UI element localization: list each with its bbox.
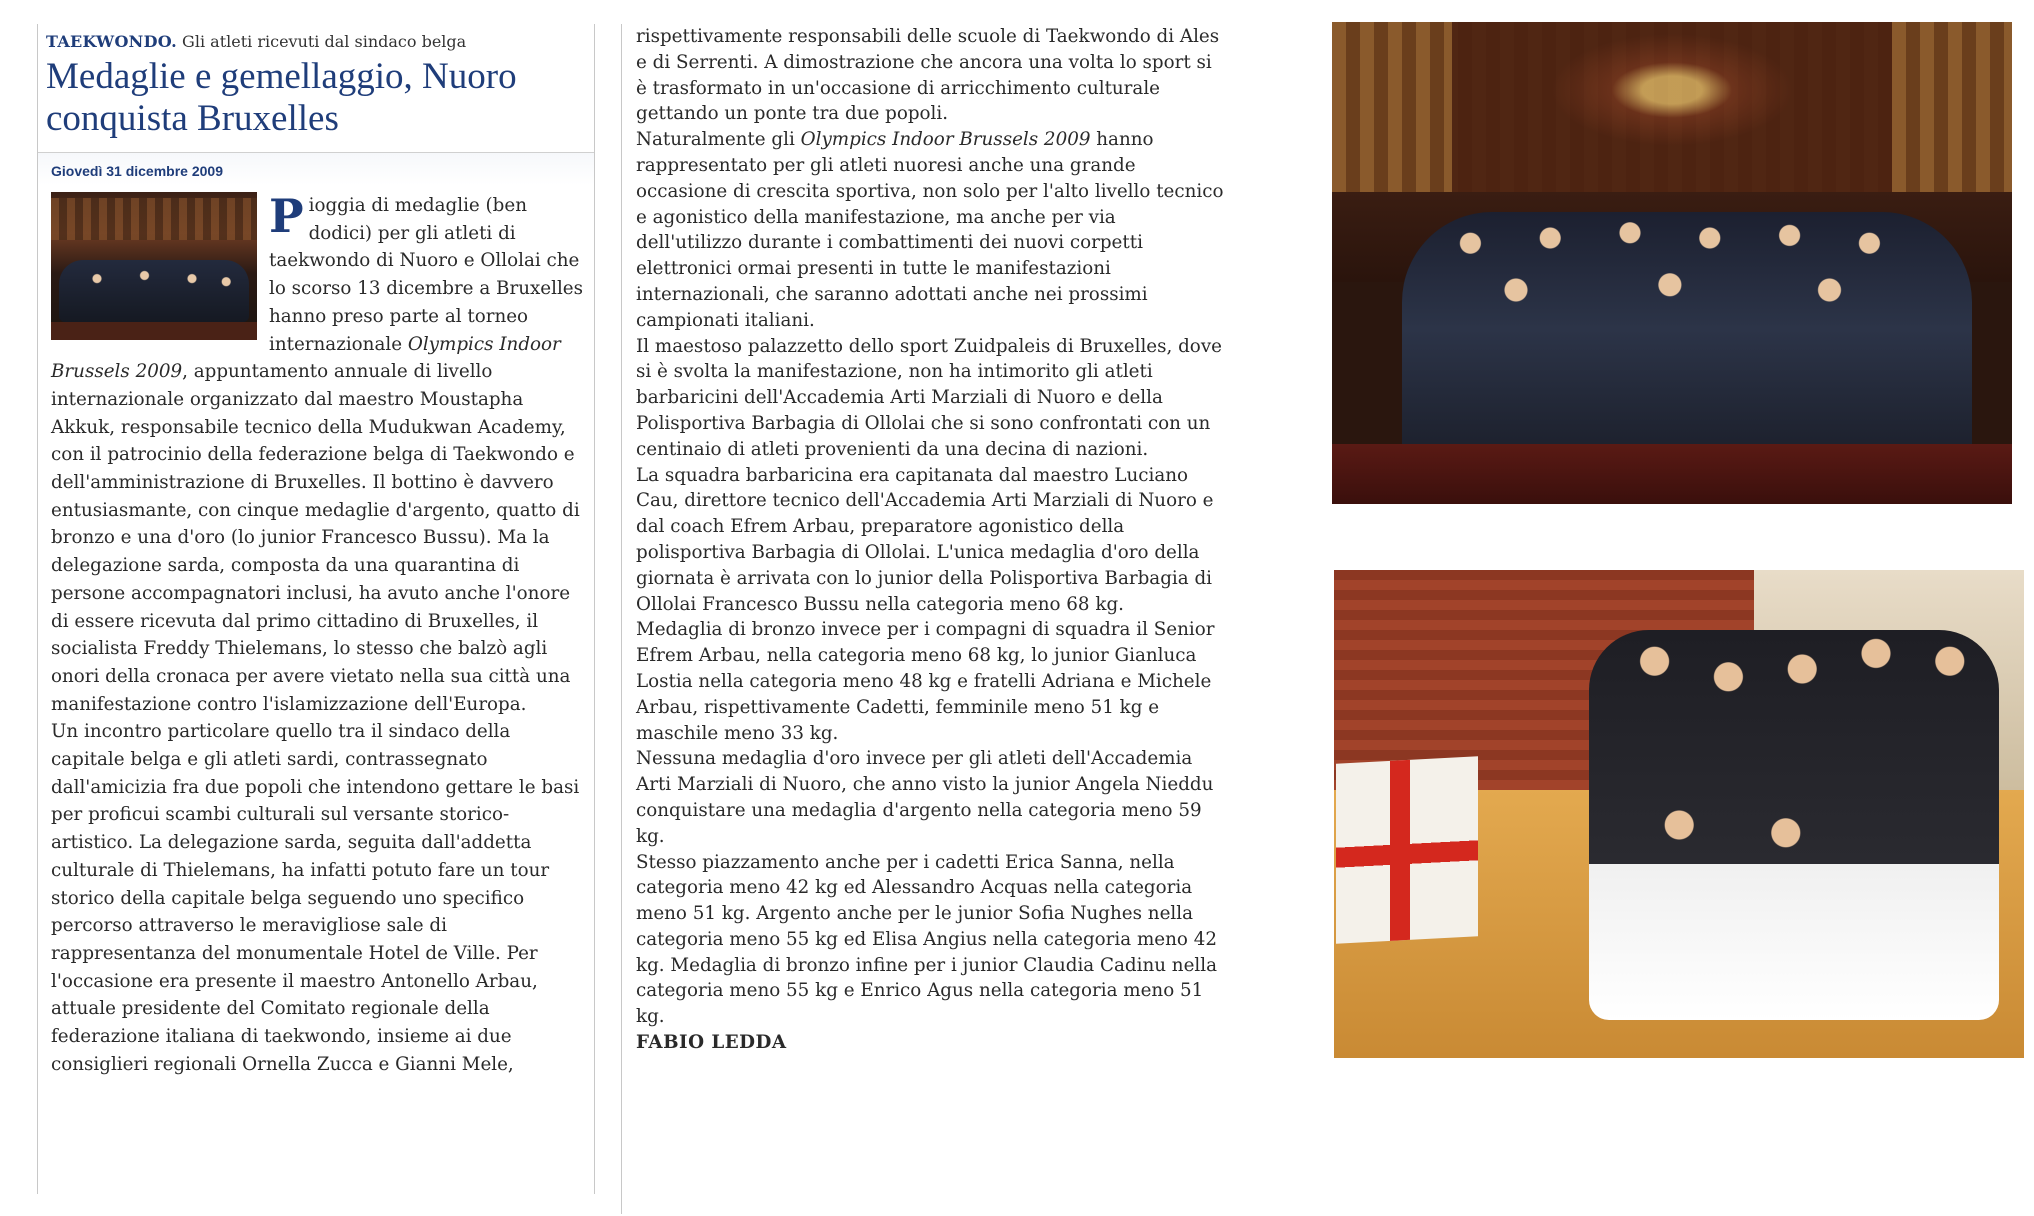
article-column-1: [37, 24, 595, 1194]
paragraph-4: [636, 127, 1226, 333]
hall-carpet: [1332, 444, 2012, 504]
article-body-column-1: [51, 189, 587, 1079]
paragraph-1-text: ioggia di medaglie (ben dodici) per gli atleti di taekwondo di Nuoro e Ollolai che lo scorso 13 dicembre a Bruxelles hanno preso parte al torneo internazionale: [269, 195, 583, 355]
article-headline: Medaglie e gemellaggio, Nuoro conquista Bruxelles: [46, 56, 517, 139]
article-date: Giovedì 31 dicembre 2009: [51, 163, 223, 179]
paragraph-2: Un incontro particolare quello tra il sindaco della capitale belga e gli atleti sardi, contrassegnato dall'amicizia fra due popoli che intendono gettare le basi per proficui scambi culturali sul versante storico-artistico. La delegazione sarda, seguita dall'addetta culturale di Thielemans, ha infatti potuto fare un tour storico della capitale belga seguendo uno specifico percorso attraverso le meravigliose sale di rappresentanza del monumentale Hotel de Ville. Per l'occasione era presente il maestro Antonello Arbau, attuale presidente del Comitato regionale della federazione italiana di taekwondo, insieme ai due consiglieri regionali Ornella Zucca e Gianni Mele,: [51, 721, 580, 1075]
group-photo-town-hall: [1332, 22, 2012, 504]
hall-tapestry: [1452, 22, 1892, 192]
article-column-2: [621, 24, 1226, 1214]
article-author: FABIO LEDDA: [636, 1032, 787, 1054]
paragraph-6: La squadra barbaricina era capitanata dal maestro Luciano Cau, direttore tecnico dell'Accademia Arti Marziali di Nuoro e dal coach Efrem Arbau, preparatore agonistico della polisportiva Barbagia di Ollolai. L'unica medaglia d'oro della giornata è arrivata con lo junior della Polisportiva Barbagia di Ollolai Francesco Bussu nella categoria meno 68 kg.: [636, 464, 1214, 615]
paragraph-1-continued: , appuntamento annuale di livello internazionale organizzato dal maestro Moustapha Akkuk, responsabile tecnico della Mudukwan Academy, con il patrocinio della federazione belga di Taekwondo e dell'amministrazione di Bruxelles. Il bottino è davvero entusiasmante, con cinque medaglie d'argento, quatto di bronzo e una d'oro (lo junior Francesco Bussu). Ma la delegazione sarda, composta da una quarantina di persone accompagnatori inclusi, ha avuto anche l'onore di essere ricevuta dal primo cittadino di Bruxelles, il socialista Freddy Thielemans, lo stesso che balzò agli onori della cronaca per avere vietato nella sua città una manifestazione contro l'islamizzazione dell'Europa.: [51, 361, 580, 715]
taekwondo-team: [1589, 630, 1999, 1020]
date-bar: [38, 152, 594, 185]
event-name: Olympics Indoor Brussels 2009: [51, 333, 561, 383]
delegation-group: [1402, 212, 1972, 472]
paragraph-3: rispettivamente responsabili delle scuole di Taekwondo di Ales e di Serrenti. A dimostrazione che ancora una volta lo sport si è trasformato in un'occasione di arricchimento culturale gettando un ponte tra due popoli.: [636, 26, 1220, 125]
section-label: TAEKWONDO.: [46, 32, 177, 51]
paragraph-8: Nessuna medaglia d'oro invece per gli atleti dell'Accademia Arti Marziali di Nuoro, che anno visto la junior Angela Nieddu conquistare una medaglia d'argento nella categoria meno 59 kg.: [636, 748, 1214, 847]
team-photo-gym: [1334, 570, 2024, 1058]
article-subtitle: Gli atleti ricevuti dal sindaco belga: [182, 32, 467, 51]
sardinian-flag: [1336, 756, 1478, 943]
paragraph-7: Medaglia di bronzo invece per i compagni di squadra il Senior Efrem Arbau, nella categoria meno 68 kg, lo junior Gianluca Lostia nella categoria meno 48 kg e fratelli Adriana e Michele Arbau, rispettivamente Cadetti, femminile meno 51 kg e maschile meno 33 kg.: [636, 619, 1215, 744]
article-kicker: [46, 32, 466, 51]
paragraph-5: Il maestoso palazzetto dello sport Zuidpaleis di Bruxelles, dove si è svolta la manifestazione, non ha intimorito gli atleti barbaricini dell'Accademia Arti Marziali di Nuoro e della Polisportiva Barbagia di Ollolai che si sono confrontati con un centinaio di atleti provenienti da una decina di nazioni.: [636, 335, 1222, 460]
event-name-2: Olympics Indoor Brussels 2009: [800, 129, 1091, 151]
drop-cap: P: [269, 189, 304, 243]
paragraph-4-start: Naturalmente gli: [636, 129, 795, 151]
paragraph-4-rest: hanno rappresentato per gli atleti nuoresi anche una grande occasione di crescita sportiva, non solo per l'alto livello tecnico e agonistico della manifestazione, ma anche per via dell'utilizzo durante i combattimenti dei nuovi corpetti elettronici ormai presenti in tutte le manifestazioni internazionali, che saranno adottati anche nei prossimi campionati italiani.: [636, 129, 1224, 331]
thumbnail-spacer: [51, 192, 269, 340]
paragraph-9: Stesso piazzamento anche per i cadetti Erica Sanna, nella categoria meno 42 kg ed Alessandro Acquas nella categoria meno 51 kg. Argento anche per le junior Sofia Nughes nella categoria meno 55 kg ed Elisa Angius nella categoria meno 42 kg. Medaglia di bronzo infine per i junior Claudia Cadinu nella categoria meno 55 kg e Enrico Agus nella categoria meno 51 kg.: [636, 851, 1217, 1028]
